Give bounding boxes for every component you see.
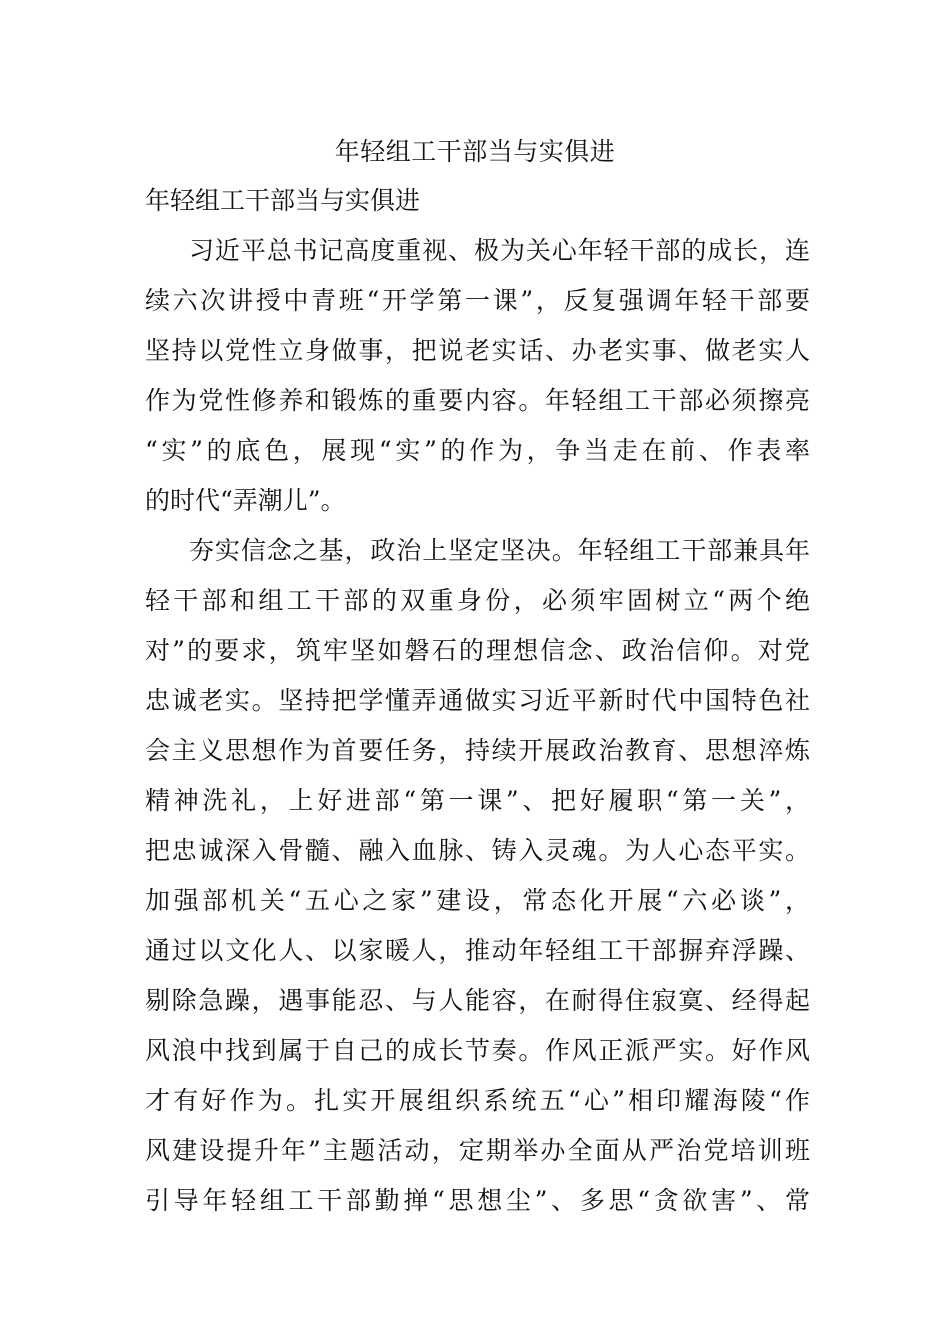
paragraph-line: 习近平总书记高度重视、极为关心年轻干部的成长，连: [189, 236, 810, 265]
paragraph-line: 才有好作为。扎实开展组织系统五“心”相印耀海陵“作: [145, 1086, 810, 1115]
paragraph-line: 作为党性修养和锻炼的重要内容。年轻组工干部必须擦亮: [145, 386, 810, 415]
paragraph-line: 引导年轻组工干部勤掸“思想尘”、多思“贪欲害”、常: [145, 1186, 810, 1215]
paragraph-line: 续六次讲授中青班“开学第一课”，反复强调年轻干部要: [145, 286, 810, 315]
paragraph-line: 轻干部和组工干部的双重身份，必须牢固树立“两个绝: [145, 586, 810, 615]
paragraph-line: 风建设提升年”主题活动，定期举办全面从严治党培训班: [145, 1136, 810, 1165]
paragraph-line: 加强部机关“五心之家”建设，常态化开展“六必谈”，: [145, 886, 810, 915]
paragraph-line: 精神洗礼，上好进部“第一课”、把好履职“第一关”，: [145, 786, 810, 815]
paragraph-line: 坚持以党性立身做事，把说老实话、办老实事、做老实人: [145, 336, 810, 365]
paragraph-line: 夯实信念之基，政治上坚定坚决。年轻组工干部兼具年: [189, 536, 810, 565]
paragraph-line: 忠诚老实。坚持把学懂弄通做实习近平新时代中国特色社: [145, 686, 810, 715]
paragraph-line: 会主义思想作为首要任务，持续开展政治教育、思想淬炼: [145, 736, 810, 765]
paragraph-line: 把忠诚深入骨髓、融入血脉、铸入灵魂。为人心态平实。: [145, 836, 810, 865]
paragraph-line: 通过以文化人、以家暖人，推动年轻组工干部摒弃浮躁、: [145, 936, 810, 965]
document-subtitle: 年轻组工干部当与实俱进: [145, 186, 421, 215]
paragraph-line: 对”的要求，筑牢坚如磐石的理想信念、政治信仰。对党: [145, 636, 810, 665]
paragraph-line: 剔除急躁，遇事能忍、与人能容，在耐得住寂寞、经得起: [145, 986, 810, 1015]
document-title: 年轻组工干部当与实俱进: [334, 137, 616, 166]
paragraph-line: “实”的底色，展现“实”的作为，争当走在前、作表率: [145, 436, 810, 465]
paragraph-line: 的时代“弄潮儿”。: [145, 486, 346, 515]
paragraph-line: 风浪中找到属于自己的成长节奏。作风正派严实。好作风: [145, 1036, 810, 1065]
